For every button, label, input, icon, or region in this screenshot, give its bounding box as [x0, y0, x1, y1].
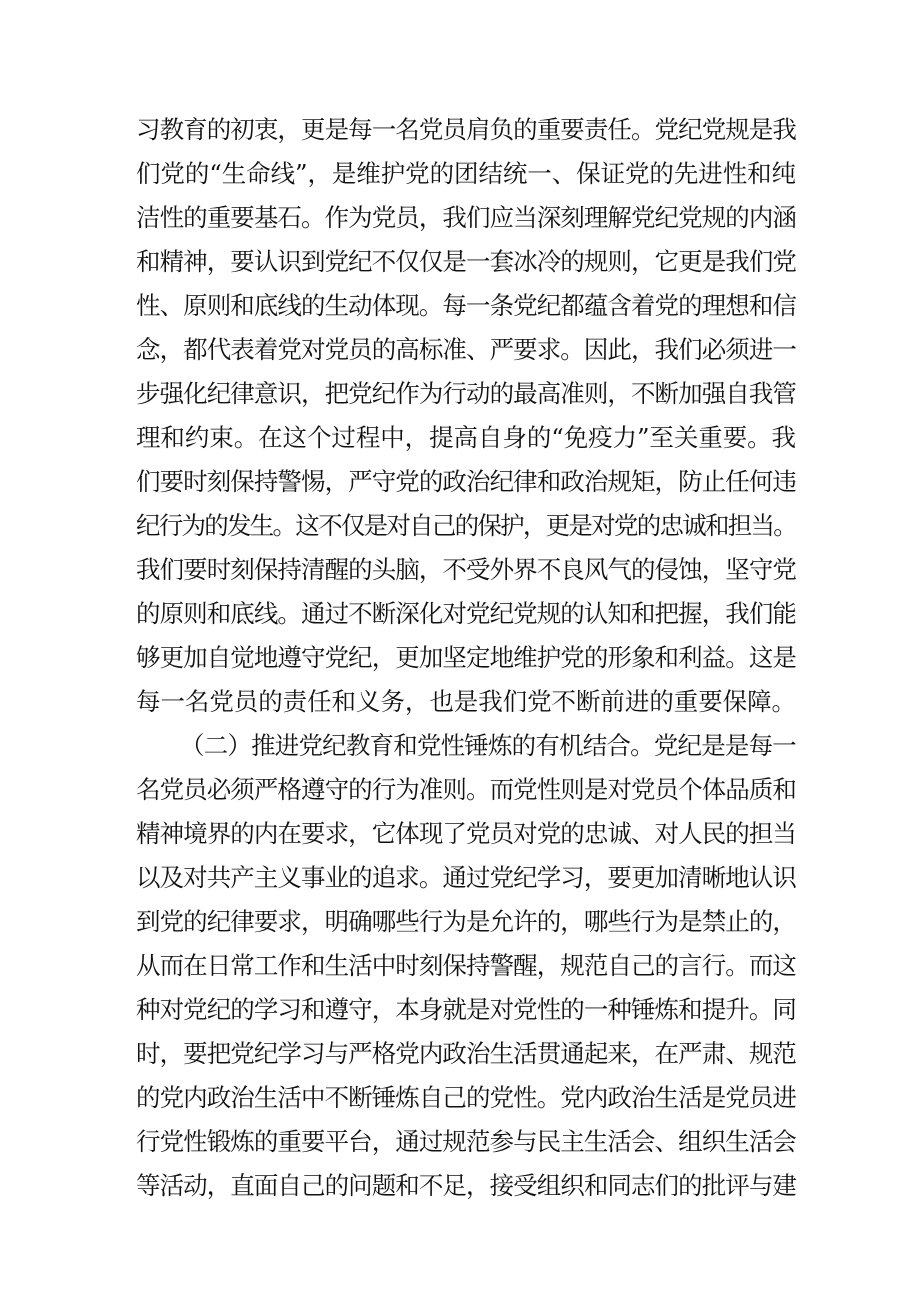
text-line: 性、原则和底线的生动体现。每一条党纪都蕴含着党的理想和信 [136, 291, 796, 320]
text-line: 和精神，要认识到党纪不仅仅是一套冰冷的规则，它更是我们党 [136, 247, 796, 276]
text-line: 洁性的重要基石。作为党员，我们应当深刻理解党纪党规的内涵 [136, 203, 796, 232]
text-line: 们要时刻保持警惕，严守党的政治纪律和政治规矩，防止任何违 [136, 467, 796, 496]
text-line: 的原则和底线。通过不断深化对党纪党规的认知和把握，我们能 [136, 599, 796, 628]
text-line: 以及对共产主义事业的追求。通过党纪学习，要更加清晰地认识 [136, 863, 796, 892]
section-heading-line: （二）推进党纪教育和党性锤炼的有机结合。党纪是是每一 [180, 731, 796, 760]
text-line: 习教育的初衷，更是每一名党员肩负的重要责任。党纪党规是我 [136, 115, 796, 144]
text-line: 够更加自觉地遵守党纪，更加坚定地维护党的形象和利益。这是 [136, 643, 796, 672]
text-line: 念，都代表着党对党员的高标准、严要求。因此，我们必须进一 [136, 335, 796, 364]
text-line: 精神境界的内在要求，它体现了党员对党的忠诚、对人民的担当 [136, 819, 796, 848]
text-line: 纪行为的发生。这不仅是对自己的保护，更是对党的忠诚和担当。 [136, 511, 797, 540]
text-line: 等活动，直面自己的问题和不足，接受组织和同志们的批评与建 [136, 1171, 796, 1200]
text-line: 每一名党员的责任和义务，也是我们党不断前进的重要保障。 [136, 687, 796, 716]
text-line: 种对党纪的学习和遵守，本身就是对党性的一种锤炼和提升。同 [136, 995, 796, 1024]
text-line: 从而在日常工作和生活中时刻保持警醒，规范自己的言行。而这 [136, 951, 796, 980]
text-line: 到党的纪律要求，明确哪些行为是允许的，哪些行为是禁止的， [136, 907, 796, 936]
text-line: 们党的“生命线”，是维护党的团结统一、保证党的先进性和纯 [136, 159, 796, 188]
text-line: 理和约束。在这个过程中，提高自身的“免疫力”至关重要。我 [136, 423, 796, 452]
text-line: 时，要把党纪学习与严格党内政治生活贯通起来，在严肃、规范 [136, 1039, 796, 1068]
text-line: 名党员必须严格遵守的行为准则。而党性则是对党员个体品质和 [136, 775, 796, 804]
text-line: 步强化纪律意识，把党纪作为行动的最高准则，不断加强自我管 [136, 379, 796, 408]
text-line: 的党内政治生活中不断锤炼自己的党性。党内政治生活是党员进 [136, 1083, 796, 1112]
text-line: 我们要时刻保持清醒的头脑，不受外界不良风气的侵蚀，坚守党 [136, 555, 796, 584]
text-line: 行党性锻炼的重要平台，通过规范参与民主生活会、组织生活会 [136, 1127, 796, 1156]
